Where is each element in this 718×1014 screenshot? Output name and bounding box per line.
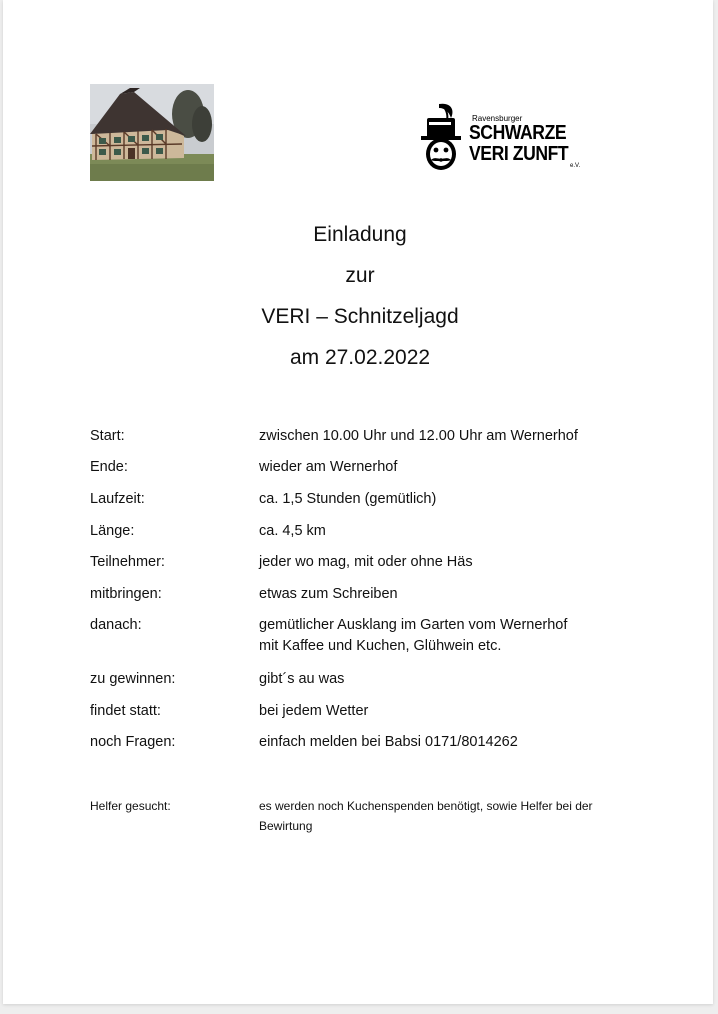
logo-text-line1: SCHWARZE bbox=[469, 122, 567, 144]
detail-label: Laufzeit: bbox=[90, 491, 145, 507]
detail-value-line: einfach melden bei Babsi 0171/8014262 bbox=[259, 734, 518, 750]
detail-value bbox=[259, 552, 659, 573]
logo-text-line2: VERI ZUNFT bbox=[469, 143, 569, 165]
detail-value-line: mit Kaffee und Kuchen, Glühwein etc. bbox=[259, 638, 502, 654]
detail-value bbox=[259, 701, 659, 722]
detail-value-line: gibt´s au was bbox=[259, 671, 345, 687]
title-line-2: zur bbox=[345, 264, 375, 287]
detail-value bbox=[259, 426, 659, 447]
detail-label: zu gewinnen: bbox=[90, 671, 176, 687]
detail-label: Ende: bbox=[90, 459, 128, 475]
helper-value: es werden noch Kuchenspenden benötigt, sowie Helfer bei der Bewirtung bbox=[259, 799, 593, 833]
detail-value-line: ca. 4,5 km bbox=[259, 523, 326, 539]
logo-text-ev: e.V. bbox=[570, 163, 581, 169]
helper-label: Helfer gesucht: bbox=[90, 799, 171, 813]
detail-value bbox=[259, 732, 659, 753]
veri-mascot-icon bbox=[421, 102, 467, 174]
detail-value bbox=[259, 489, 659, 510]
detail-value-line: ca. 1,5 Stunden (gemütlich) bbox=[259, 491, 437, 507]
detail-label: Länge: bbox=[90, 523, 135, 539]
logo-text-small: Ravensburger bbox=[472, 114, 523, 123]
detail-value-line: bei jedem Wetter bbox=[259, 703, 369, 719]
detail-value bbox=[259, 584, 659, 605]
detail-value-line: jeder wo mag, mit oder ohne Häs bbox=[259, 554, 473, 570]
detail-value-line: gemütlicher Ausklang im Garten vom Wernerhof bbox=[259, 617, 568, 633]
detail-value bbox=[259, 615, 659, 657]
detail-value-line: etwas zum Schreiben bbox=[259, 586, 398, 602]
zunft-logo bbox=[421, 100, 591, 175]
detail-value bbox=[259, 521, 659, 542]
detail-label: findet statt: bbox=[90, 703, 161, 719]
detail-value bbox=[259, 457, 659, 478]
detail-label: noch Fragen: bbox=[90, 734, 176, 750]
farmhouse-photo bbox=[90, 84, 214, 181]
document-page bbox=[3, 0, 713, 1004]
detail-label: Start: bbox=[90, 428, 125, 444]
detail-value bbox=[259, 669, 659, 690]
detail-value-line: zwischen 10.00 Uhr und 12.00 Uhr am Wernerhof bbox=[259, 428, 578, 444]
title-line-4: am 27.02.2022 bbox=[289, 346, 431, 369]
detail-label: mitbringen: bbox=[90, 586, 162, 602]
title-line-1: Einladung bbox=[313, 223, 407, 246]
detail-label: Teilnehmer: bbox=[90, 554, 165, 570]
detail-value-line: wieder am Wernerhof bbox=[259, 459, 398, 475]
detail-label: danach: bbox=[90, 617, 142, 633]
title-line-3: VERI – Schnitzeljagd bbox=[261, 305, 459, 328]
